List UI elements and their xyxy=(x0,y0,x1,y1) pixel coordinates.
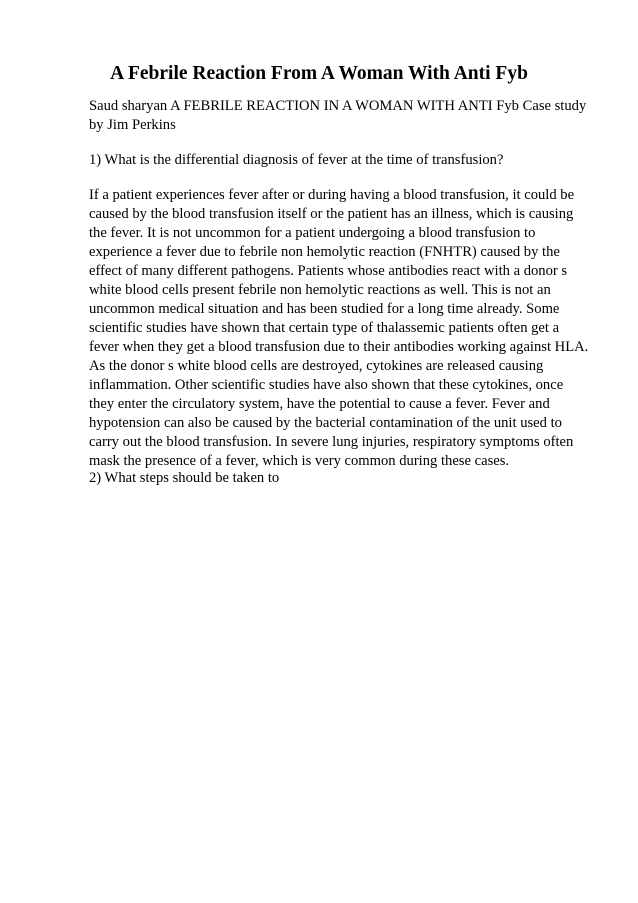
answer-1-paragraph: If a patient experiences fever after or during having a blood transfusion, it could be caused by the blood transfusion itself or the patient has an illness, which is causing the fever. It is not uncommon for a patient undergoing a blood transfusion to experience a fever due to febrile non hemolytic reaction (FNHTR) caused by the effect of many different pathogens. Patients whose antibodies react with a donor s white blood cells present febrile non hemolytic reactions as well. This is not an uncommon medical situation and has been studied for a long time already. Some scientific studies have shown that certain type of thalassemic patients often get a fever when they get a blood transfusion due to their antibodies working against HLA. As the donor s white blood cells are destroyed, cytokines are released causing inflammation. Other scientific studies have also shown that these cytokines, once they enter the circulatory system, have the potential to cause a fever. Fever and hypotension can also be caused by the bacterial contamination of the unit used to carry out the blood transfusion. In severe lung injuries, respiratory symptoms often mask the presence of a fever, which is very common during these cases. xyxy=(89,187,589,469)
document-title: A Febrile Reaction From A Woman With Anti Fyb xyxy=(110,63,528,84)
intro-paragraph: Saud sharyan A FEBRILE REACTION IN A WOMAN WITH ANTI Fyb Case study by Jim Perkins xyxy=(89,98,587,133)
question-2: 2) What steps should be taken to xyxy=(89,470,280,486)
question-1: 1) What is the differential diagnosis of fever at the time of transfusion? xyxy=(89,152,504,168)
